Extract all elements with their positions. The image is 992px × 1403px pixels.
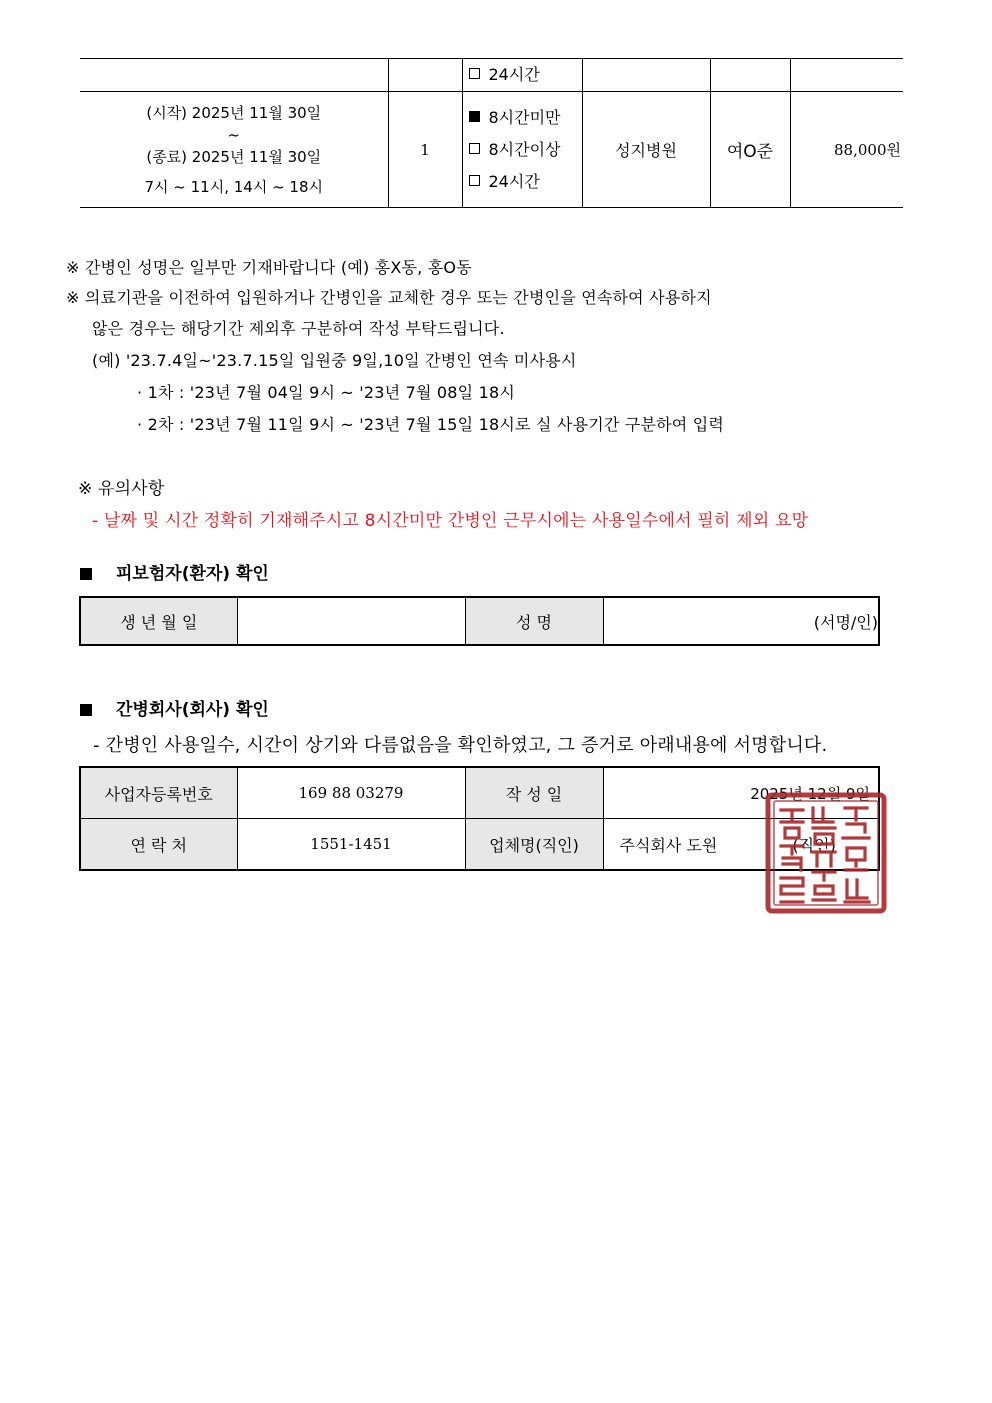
table-row <box>80 597 879 645</box>
caregiver-value: 여O준 <box>710 92 790 208</box>
table-row <box>80 767 879 819</box>
start-date: (시작) 2025년 11월 30일 <box>146 103 322 122</box>
note-separate-periods: ※ 의료기관을 이전하여 입원하거나 간병인을 교체한 경우 또는 간병인을 연속하여 사용하지 <box>66 288 712 307</box>
option-label: 24시간 <box>488 65 540 84</box>
caution-text: - 날짜 및 시간 정확히 기재해주시고 8시간미만 간병인 근무시에는 사용일수에서 필히 제외 요망 <box>92 511 809 531</box>
caution-title: ※ 유의사항 <box>78 479 165 499</box>
hospital-cell <box>582 59 710 92</box>
company-section-title <box>80 695 269 720</box>
birth-field[interactable] <box>237 597 465 645</box>
checkbox-checked-icon <box>469 111 480 122</box>
contact-label: 연 락 처 <box>80 819 237 871</box>
company-seal-stamp <box>765 792 887 914</box>
section-title-text: 피보험자(환자) 확인 <box>116 564 269 584</box>
option-label: 8시간미만 <box>488 107 561 127</box>
table-row <box>80 92 903 208</box>
name-label: 성 명 <box>465 597 603 645</box>
patient-section-title <box>80 559 269 584</box>
note-separate-periods-cont: 않은 경우는 해당기간 제외후 구분하여 작성 부탁드립니다. <box>92 319 505 338</box>
hours-option-cell <box>462 59 582 92</box>
hospital-value: 성지병원 <box>582 92 710 208</box>
company-statement: - 간병인 사용일수, 시간이 상기와 다름없음을 확인하였고, 그 증거로 아래내용에 서명합니다. <box>93 735 828 756</box>
amount-value: 88,000원 <box>790 92 903 208</box>
reg-number-label: 사업자등록번호 <box>80 767 237 819</box>
date-value: 2025년 12월 9일 <box>603 767 879 819</box>
square-bullet-icon <box>80 704 92 716</box>
checkbox-icon <box>469 68 480 79</box>
company-confirm-table <box>79 766 880 871</box>
period-cell <box>80 59 388 92</box>
company-label: 업체명(직인) <box>465 819 603 871</box>
tilde: ~ <box>227 125 241 144</box>
example-line: (예) '23.7.4일~'23.7.15일 입원중 9일,10일 간병인 연속 미사용시 <box>92 351 577 370</box>
option-label: 8시간이상 <box>488 139 561 159</box>
checkbox-icon <box>469 175 480 186</box>
hours-option-cell <box>462 92 582 208</box>
days-cell <box>388 59 462 92</box>
patient-confirm-table <box>79 596 880 646</box>
days-value: 1 <box>388 92 462 208</box>
example-first: · 1차 : '23년 7월 04일 9시 ~ '23년 7월 08일 18시 <box>137 383 516 402</box>
date-label: 작 성 일 <box>465 767 603 819</box>
period-cell <box>80 92 388 208</box>
table-row <box>80 59 903 92</box>
note-partial-name: ※ 간병인 성명은 일부만 기재바랍니다 (예) 홍X동, 홍O동 <box>66 258 472 277</box>
reg-number-value: 169 88 03279 <box>237 767 465 819</box>
table-row <box>80 819 879 871</box>
caregiver-period-table <box>80 58 903 208</box>
end-date: (종료) 2025년 11월 30일 <box>146 147 322 166</box>
work-hours: 7시 ~ 11시, 14시 ~ 18시 <box>144 177 323 196</box>
company-name: 주식회사 도원 <box>619 835 718 855</box>
option-label: 24시간 <box>488 171 540 191</box>
birth-label: 생 년 월 일 <box>80 597 237 645</box>
checkbox-icon <box>469 143 480 154</box>
amount-cell <box>790 59 903 92</box>
signature-hint: (서명/인) <box>813 612 878 632</box>
square-bullet-icon <box>80 568 92 580</box>
section-title-text: 간병회사(회사) 확인 <box>116 700 269 720</box>
caregiver-cell <box>710 59 790 92</box>
example-second: · 2차 : '23년 7월 11일 9시 ~ '23년 7월 15일 18시로 실 사용기간 구분하여 입력 <box>137 415 725 434</box>
contact-value: 1551-1451 <box>237 819 465 871</box>
name-signature-field[interactable] <box>603 597 879 645</box>
seal-hint: (직인) <box>792 835 836 855</box>
